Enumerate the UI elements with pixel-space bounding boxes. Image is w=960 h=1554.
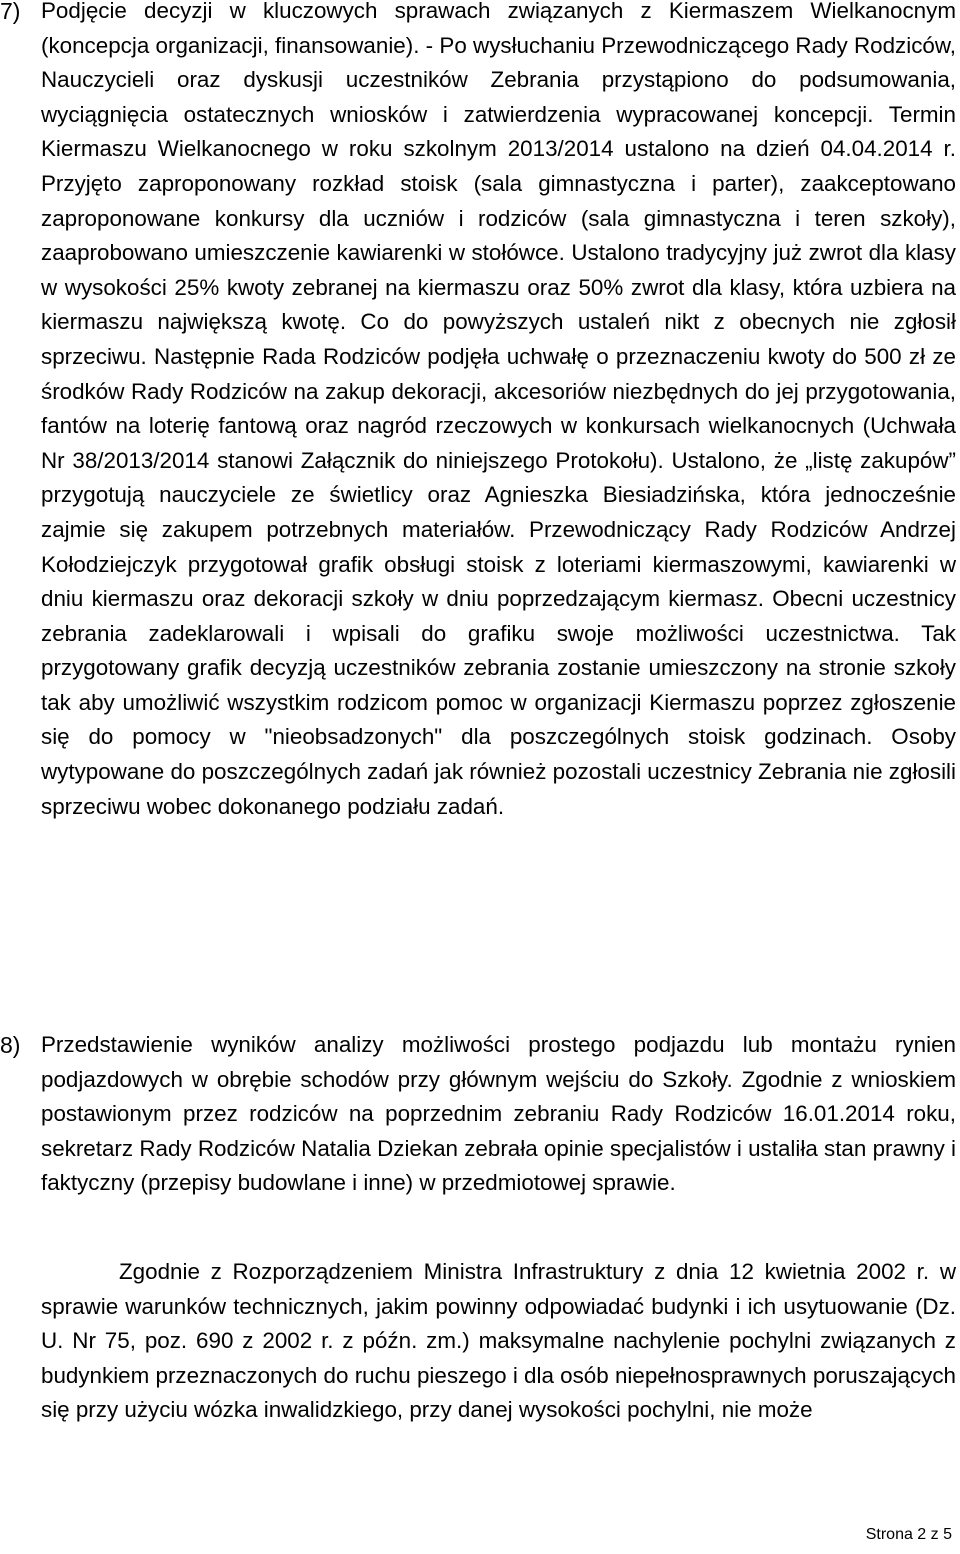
item-8-paragraph-2: Zgodnie z Rozporządzeniem Ministra Infrastruktury z dnia 12 kwietnia 2002 r. w sprawie warunków technicznych, jakim powinny odpowiadać budynki i ich usytuowanie (Dz. U. Nr 75, poz. 690 z 2002 r. z późn. zm.) maksymalne nachylenie pochylni związanych z budynkiem przeznaczonych do ruchu pieszego i dla osób niepełnosprawnych poruszających się przy użyciu wózka inwalidzkiego, przy danej wysokości pochylni, nie może	[41, 1259, 956, 1423]
page-number: Strona 2 z 5	[865, 1526, 952, 1543]
item-8-paragraph: Przedstawienie wyników analizy możliwości prostego podjazdu lub montażu rynien podjazdowych w obrębie schodów przy głównym wejściu do Szkoły. Zgodnie z wnioskiem postawionym przez rodziców na poprzednim zebraniu Rady Rodziców 16.01.2014 roku, sekretarz Rady Rodziców Natalia Dziekan zebrała opinie specjalistów i ustaliła stan prawny i faktyczny (przepisy budowlane i inne) w przedmiotowej sprawie.	[41, 1032, 956, 1196]
item-number: 7)	[0, 0, 21, 24]
agenda-item-8	[0, 1028, 960, 1423]
item-8-paragraph-2-wrapper	[0, 1255, 960, 1428]
item-7-paragraph: Podjęcie decyzji w kluczowych sprawach związanych z Kiermaszem Wielkanocnym (koncepcja organizacji, finansowanie). - Po wysłuchaniu Przewodniczącego Rady Rodziców, Nauczycieli oraz dyskusji uczestników Zebrania przystąpiono do podsumowania, wyciągnięcia ostatecznych wniosków i zatwierdzenia wypracowanej koncepcji. Termin Kiermaszu Wielkanocnego w roku szkolnym 2013/2014 ustalono na dzień 04.04.2014 r. Przyjęto zaproponowany rozkład stoisk (sala gimnastyczna i parter), zaakceptowano zaproponowane konkursy dla uczniów i rodziców (sala gimnastyczna i teren szkoły), zaaprobowano umieszczenie kawiarenki w stołówce. Ustalono tradycyjny już zwrot dla klasy w wysokości 25% kwoty zebranej na kiermaszu oraz 50% zwrot dla klasy, która uzbiera na kiermaszu największą kwotę. Co do powyższych ustaleń nikt z obecnych nie zgłosił sprzeciwu. Następnie Rada Rodziców podjęła uchwałę o przeznaczeniu kwoty do 500 zł ze środków Rady Rodziców na zakup dekoracji, akcesoriów niezbędnych do jej przygotowania, fantów na loterię fantową oraz nagród rzeczowych w konkursach wielkanocnych (Uchwała Nr 38/2013/2014 stanowi Załącznik do niniejszego Protokołu). Ustalono, że „listę zakupów” przygotują nauczyciele ze świetlicy oraz Agnieszka Biesiadzińska, która jednocześnie zajmie się zakupem potrzebnych materiałów. Przewodniczący Rady Rodziców Andrzej Kołodziejczyk przygotował grafik obsługi stoisk z loteriami kiermaszowymi, kawiarenki w dniu kiermaszu oraz dekoracji szkoły w dniu poprzedzającym kiermasz. Obecni uczestnicy zebrania zadeklarowali i wpisali do grafiku swoje możliwości uczestnictwa. Tak przygotowany grafik decyzją uczestników zebrania zostanie umieszczony na stronie szkoły tak aby umożliwić wszystkim rodzicom pomoc w organizacji Kiermaszu poprzez zgłoszenie się do pomocy w "nieobsadzonych" dla poszczególnych stoisk godzinach. Osoby wytypowane do poszczególnych zadań jak również pozostali uczestnicy Zebrania nie zgłosili sprzeciwu wobec dokonanego podziału zadań.	[41, 0, 956, 819]
item-number: 8)	[0, 1032, 21, 1058]
